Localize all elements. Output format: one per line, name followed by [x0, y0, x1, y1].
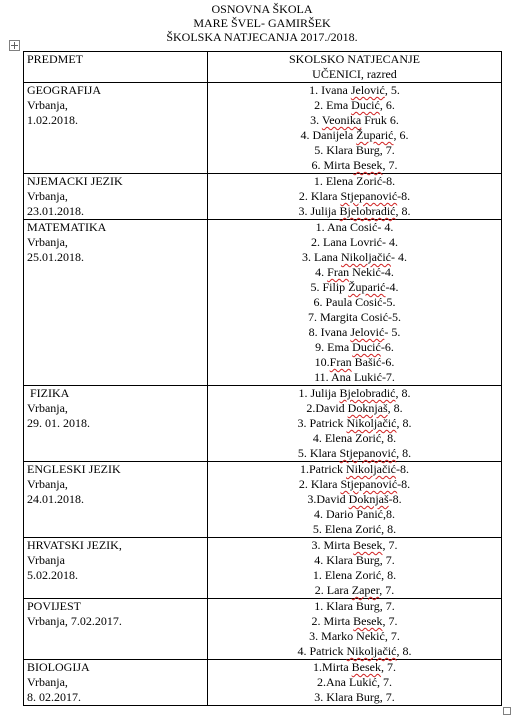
subject-cell: [24, 386, 208, 462]
student-entry: 1. Ivana Jelović, 5.: [309, 83, 400, 97]
student-entry: 1. Ana Cosić- 4.: [315, 220, 394, 234]
spellcheck-underline: Nikoljačić: [341, 250, 391, 264]
spellcheck-underline: Jelović: [350, 325, 385, 339]
subject-detail: Vrbanja,: [27, 477, 68, 491]
student-entry: 2.David Doknjaš, 8.: [306, 401, 403, 415]
subject-name: BIOLOGIJA: [27, 660, 90, 674]
subject-cell: [24, 599, 208, 660]
student-entry: 1. Klara Burg, 7.: [314, 599, 395, 613]
table-body: [24, 83, 502, 706]
subject-detail: Vrbanja: [27, 553, 65, 567]
subject-name: POVIJEST: [27, 599, 82, 613]
student-entry: 6. Paula Cosić-5.: [313, 295, 396, 309]
spellcheck-underline: Stjepanović: [340, 477, 398, 491]
table-row: [24, 660, 502, 706]
subject-name: MATEMATIKA: [27, 220, 107, 234]
table-row: [24, 599, 502, 660]
student-entry: 2. Ema Ducić, 6.: [314, 98, 395, 112]
spellcheck-underline: Župarić: [348, 280, 386, 294]
school-name: MARE ŠVEL- GAMIRŠEK: [193, 16, 331, 30]
student-entry: 8. Ivana Jelović- 5.: [308, 325, 401, 339]
subject-cell: [24, 83, 208, 174]
subject-detail: 1.02.2018.: [27, 113, 78, 127]
student-entry: 4. Dario Panić,8.: [314, 507, 395, 521]
students-cell: [208, 386, 502, 462]
table-row: [24, 83, 502, 174]
subject-name: GEOGRAFIJA: [27, 83, 102, 97]
student-entry: 10.Fran Bašić-6.: [314, 355, 395, 369]
student-entry: 1. Elena Zorić, 8.: [312, 568, 397, 582]
student-entry: 4. Danijela Župarić, 6.: [300, 128, 409, 142]
student-entry: 7. Margita Cosić-5.: [307, 310, 402, 324]
students-header-line1: SKOLSKO NATJECANJE: [288, 52, 420, 66]
spellcheck-underline: Stjepanović: [340, 189, 398, 203]
student-entry: 3.David Doknjaš-8.: [307, 492, 402, 506]
students-cell: [208, 83, 502, 174]
spellcheck-underline: Besek: [353, 614, 383, 628]
spellcheck-underline: Fran: [329, 355, 352, 369]
spellcheck-underline: Nikoljačić: [346, 462, 396, 476]
document-header: [0, 2, 524, 44]
subject-detail: 25.01.2018.: [27, 250, 84, 264]
subject-cell: [24, 174, 208, 220]
student-entry: 5. Klara Stjepanović, 8.: [297, 446, 412, 460]
subject-cell: [24, 220, 208, 386]
subject-name: ENGLESKI JEZIK: [27, 462, 121, 476]
students-column-header: [208, 52, 502, 83]
student-entry: 3. Klara Burg, 7.: [314, 690, 395, 704]
spellcheck-underline: Besek: [353, 158, 383, 172]
table-row: [24, 386, 502, 462]
subject-detail: 29. 01. 2018.: [27, 416, 90, 430]
student-entry: 3. Lana Nikoljačić- 4.: [302, 250, 407, 264]
table-row: [24, 174, 502, 220]
spellcheck-underline: Zaper: [351, 583, 380, 597]
spellcheck-underline: Veonika: [321, 113, 362, 127]
student-entry: 9. Ema Ducić-6.: [315, 340, 394, 354]
table-row: [24, 538, 502, 599]
student-entry: 4. Elena Zorić, 8.: [312, 431, 397, 445]
table-row: [24, 220, 502, 386]
students-cell: [208, 174, 502, 220]
school-title: OSNOVNA ŠKOLA: [211, 2, 313, 16]
student-entry: 2. Lara Zaper, 7.: [314, 583, 395, 597]
spellcheck-underline: Besek: [353, 538, 383, 552]
spellcheck-underline: Besek: [351, 660, 381, 674]
student-entry: 5. Filip Župarić-4.: [310, 280, 399, 294]
subject-detail: 5.02.2018.: [27, 568, 78, 582]
subject-detail: 8. 02.2017.: [27, 690, 81, 704]
student-entry: 5. Klara Burg, 7.: [314, 143, 395, 157]
spellcheck-underline: Župarić: [356, 128, 394, 142]
spellcheck-underline: Bjelobradić: [339, 204, 396, 218]
student-entry: 3. Julija Bjelobradić, 8.: [298, 204, 411, 218]
subject-name: NJEMACKI JEZIK: [27, 174, 123, 188]
student-entry: 2. Klara Stjepanović-8.: [298, 477, 411, 491]
students-cell: [208, 220, 502, 386]
student-entry: 2.Ana Lukić, 7.: [317, 675, 392, 689]
student-entry: 5. Elena Zorić, 8.: [312, 522, 397, 536]
students-cell: [208, 538, 502, 599]
student-entry: 3. Mirta Besek, 7.: [311, 538, 398, 552]
subject-cell: [24, 538, 208, 599]
student-entry: 3. Patrick Nikoljačić, 8.: [297, 416, 412, 430]
spellcheck-underline: Ducić: [352, 340, 381, 354]
subject-name: HRVATSKI JEZIK,: [27, 538, 122, 552]
subject-detail: Vrbanja, 7.02.2017.: [27, 614, 122, 628]
spellcheck-underline: Nikoljačić: [346, 644, 397, 658]
spellcheck-underline: Stjepanović: [339, 446, 397, 460]
student-entry: 3. Veonika Fruk 6.: [310, 113, 399, 127]
table-move-handle-icon[interactable]: [9, 40, 20, 51]
subject-detail: Vrbanja,: [27, 189, 68, 203]
subject-cell: [24, 660, 208, 706]
student-entry: 1. Julija Bjelobradić, 8.: [298, 386, 411, 400]
subject-detail: Vrbanja,: [27, 235, 68, 249]
table-header-row: [24, 52, 502, 83]
student-entry: 11. Ana Lukić-7.: [314, 370, 395, 384]
student-entry: 2. Klara Stjepanović-8.: [298, 189, 411, 203]
students-cell: [208, 462, 502, 538]
subject-detail: Vrbanja,: [27, 98, 68, 112]
student-entry: 3. Marko Nekić, 7.: [309, 629, 400, 643]
subject-header-label: PREDMET: [27, 52, 84, 66]
table-row: [24, 462, 502, 538]
student-entry: 1.Mirta Besek, 7.: [313, 660, 396, 674]
subject-name: FIZIKA: [27, 386, 70, 400]
spellcheck-underline: Jelović: [350, 83, 385, 97]
subject-detail: Vrbanja,: [27, 675, 68, 689]
subject-detail: 23.01.2018.: [27, 204, 84, 218]
competition-table: [23, 51, 502, 706]
spellcheck-underline: Doknjaš: [348, 492, 389, 506]
spellcheck-underline: Fran: [327, 265, 350, 279]
spellcheck-underline: Nikoljačić: [346, 416, 397, 430]
table-resize-handle-icon[interactable]: [503, 707, 511, 715]
competition-title: ŠKOLSKA NATJECANJA 2017./2018.: [166, 30, 358, 44]
students-cell: [208, 660, 502, 706]
student-entry: 4. Fran Nekić-4.: [315, 265, 394, 279]
spellcheck-underline: Doknjaš: [347, 401, 388, 415]
spellcheck-underline: Bjelobradić: [339, 386, 396, 400]
student-entry: 1.Patrick Nikoljačić-8.: [300, 462, 409, 476]
subject-column-header: [24, 52, 208, 83]
student-entry: 6. Mirta Besek, 7.: [311, 158, 398, 172]
students-header-line2: UČENICI, razred: [312, 67, 397, 81]
subject-detail: 24.01.2018.: [27, 492, 84, 506]
student-entry: 4. Patrick Nikoljačić, 8.: [297, 644, 412, 658]
subject-cell: [24, 462, 208, 538]
student-entry: 2. Mirta Besek, 7.: [311, 614, 398, 628]
subject-detail: Vrbanja,: [27, 401, 68, 415]
student-entry: 2. Lana Lovrić- 4.: [311, 235, 398, 249]
student-entry: 4. Klara Burg, 7.: [314, 553, 395, 567]
students-cell: [208, 599, 502, 660]
student-entry: 1. Elena Zorić-8.: [313, 174, 396, 188]
spellcheck-underline: Ducić: [351, 98, 380, 112]
